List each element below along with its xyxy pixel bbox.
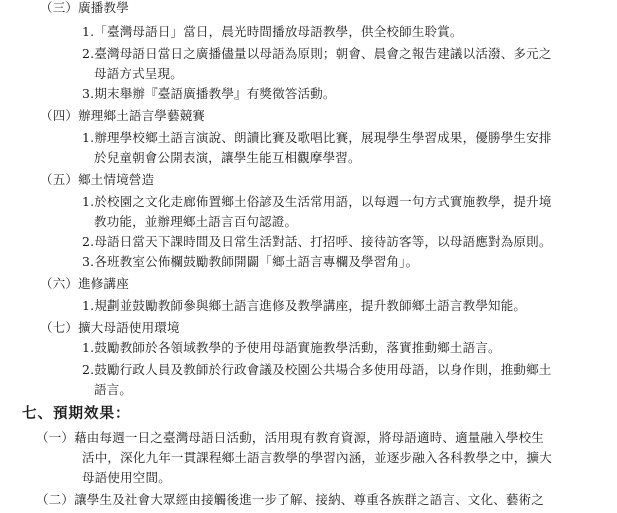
section-heading-training: （六）進修講座 <box>40 276 129 291</box>
list-item: 2.臺灣母語日當日之廣播儘量以母語為原則；朝會、晨會之報告建議以活潑、多元之 <box>82 46 552 61</box>
section-heading-usage: （七）擴大母語使用環境 <box>40 320 180 335</box>
part-heading-expected-results: 七、預期效果： <box>22 405 131 422</box>
list-item: 3.各班教室公佈欄鼓勵教師開闢「鄉土語言專欄及學習角」。 <box>82 254 419 269</box>
list-item: 1.鼓勵教師於各領域教學的予使用母語實施教學活動，落實推動鄉土語言。 <box>82 340 501 355</box>
section-heading-competition: （四）辦理鄉土語言學藝競賽 <box>40 108 206 123</box>
list-item: 1.於校園之文化走廊佈置鄉土俗諺及生活常用語，以每週一句方式實施教學，提升境 <box>82 194 552 209</box>
list-item: 2.母語日當天下課時間及日常生活對話、打招呼、接待訪客等，以母語應對為原則。 <box>82 234 552 249</box>
list-item-continuation: 教功能，並辦理鄉土語言百句認證。 <box>94 214 298 229</box>
list-item: 1.「臺灣母語日」當日，晨光時間播放母語教學，供全校師生聆賞。 <box>82 24 463 39</box>
list-item-continuation: 於兒童朝會公開表演，讓學生能互相觀摩學習。 <box>94 150 361 165</box>
list-item: （一）藉由每週一日之臺灣母語日活動，活用現有教育資源，將母語適時、適量融入學校生 <box>36 430 545 445</box>
list-item-continuation: 母語使用空間。 <box>82 470 171 485</box>
list-item: 3.期末舉辦『臺語廣播教學』有獎徵答活動。 <box>82 86 336 101</box>
list-item: 2.鼓勵行政人員及教師於行政會議及校園公共場合多使用母語，以身作則，推動鄉土 <box>82 362 552 377</box>
list-item-continuation: 活中，深化九年一貫課程鄉土語言教學的學習內涵，並逐步融入各科教學之中，擴大 <box>82 450 552 465</box>
list-item: 1.規劃並鼓勵教師參與鄉土語言進修及教學講座，提升教師鄉土語言教學知能。 <box>82 298 527 313</box>
list-item-continuation: 語言。 <box>94 382 133 397</box>
list-item: （二）讓學生及社會大眾經由接觸後進一步了解、接納、尊重各族群之語言、文化、藝術之 <box>36 492 545 507</box>
list-item-continuation: 母語方式呈現。 <box>94 66 183 81</box>
section-heading-broadcast: （三）廣播教學 <box>40 0 129 15</box>
list-item: 1.辦理學校鄉土語言演說、朗讀比賽及歌唱比賽，展現學生學習成果，優勝學生安排 <box>82 130 552 145</box>
section-heading-environment: （五）鄉土情境營造 <box>40 172 155 187</box>
